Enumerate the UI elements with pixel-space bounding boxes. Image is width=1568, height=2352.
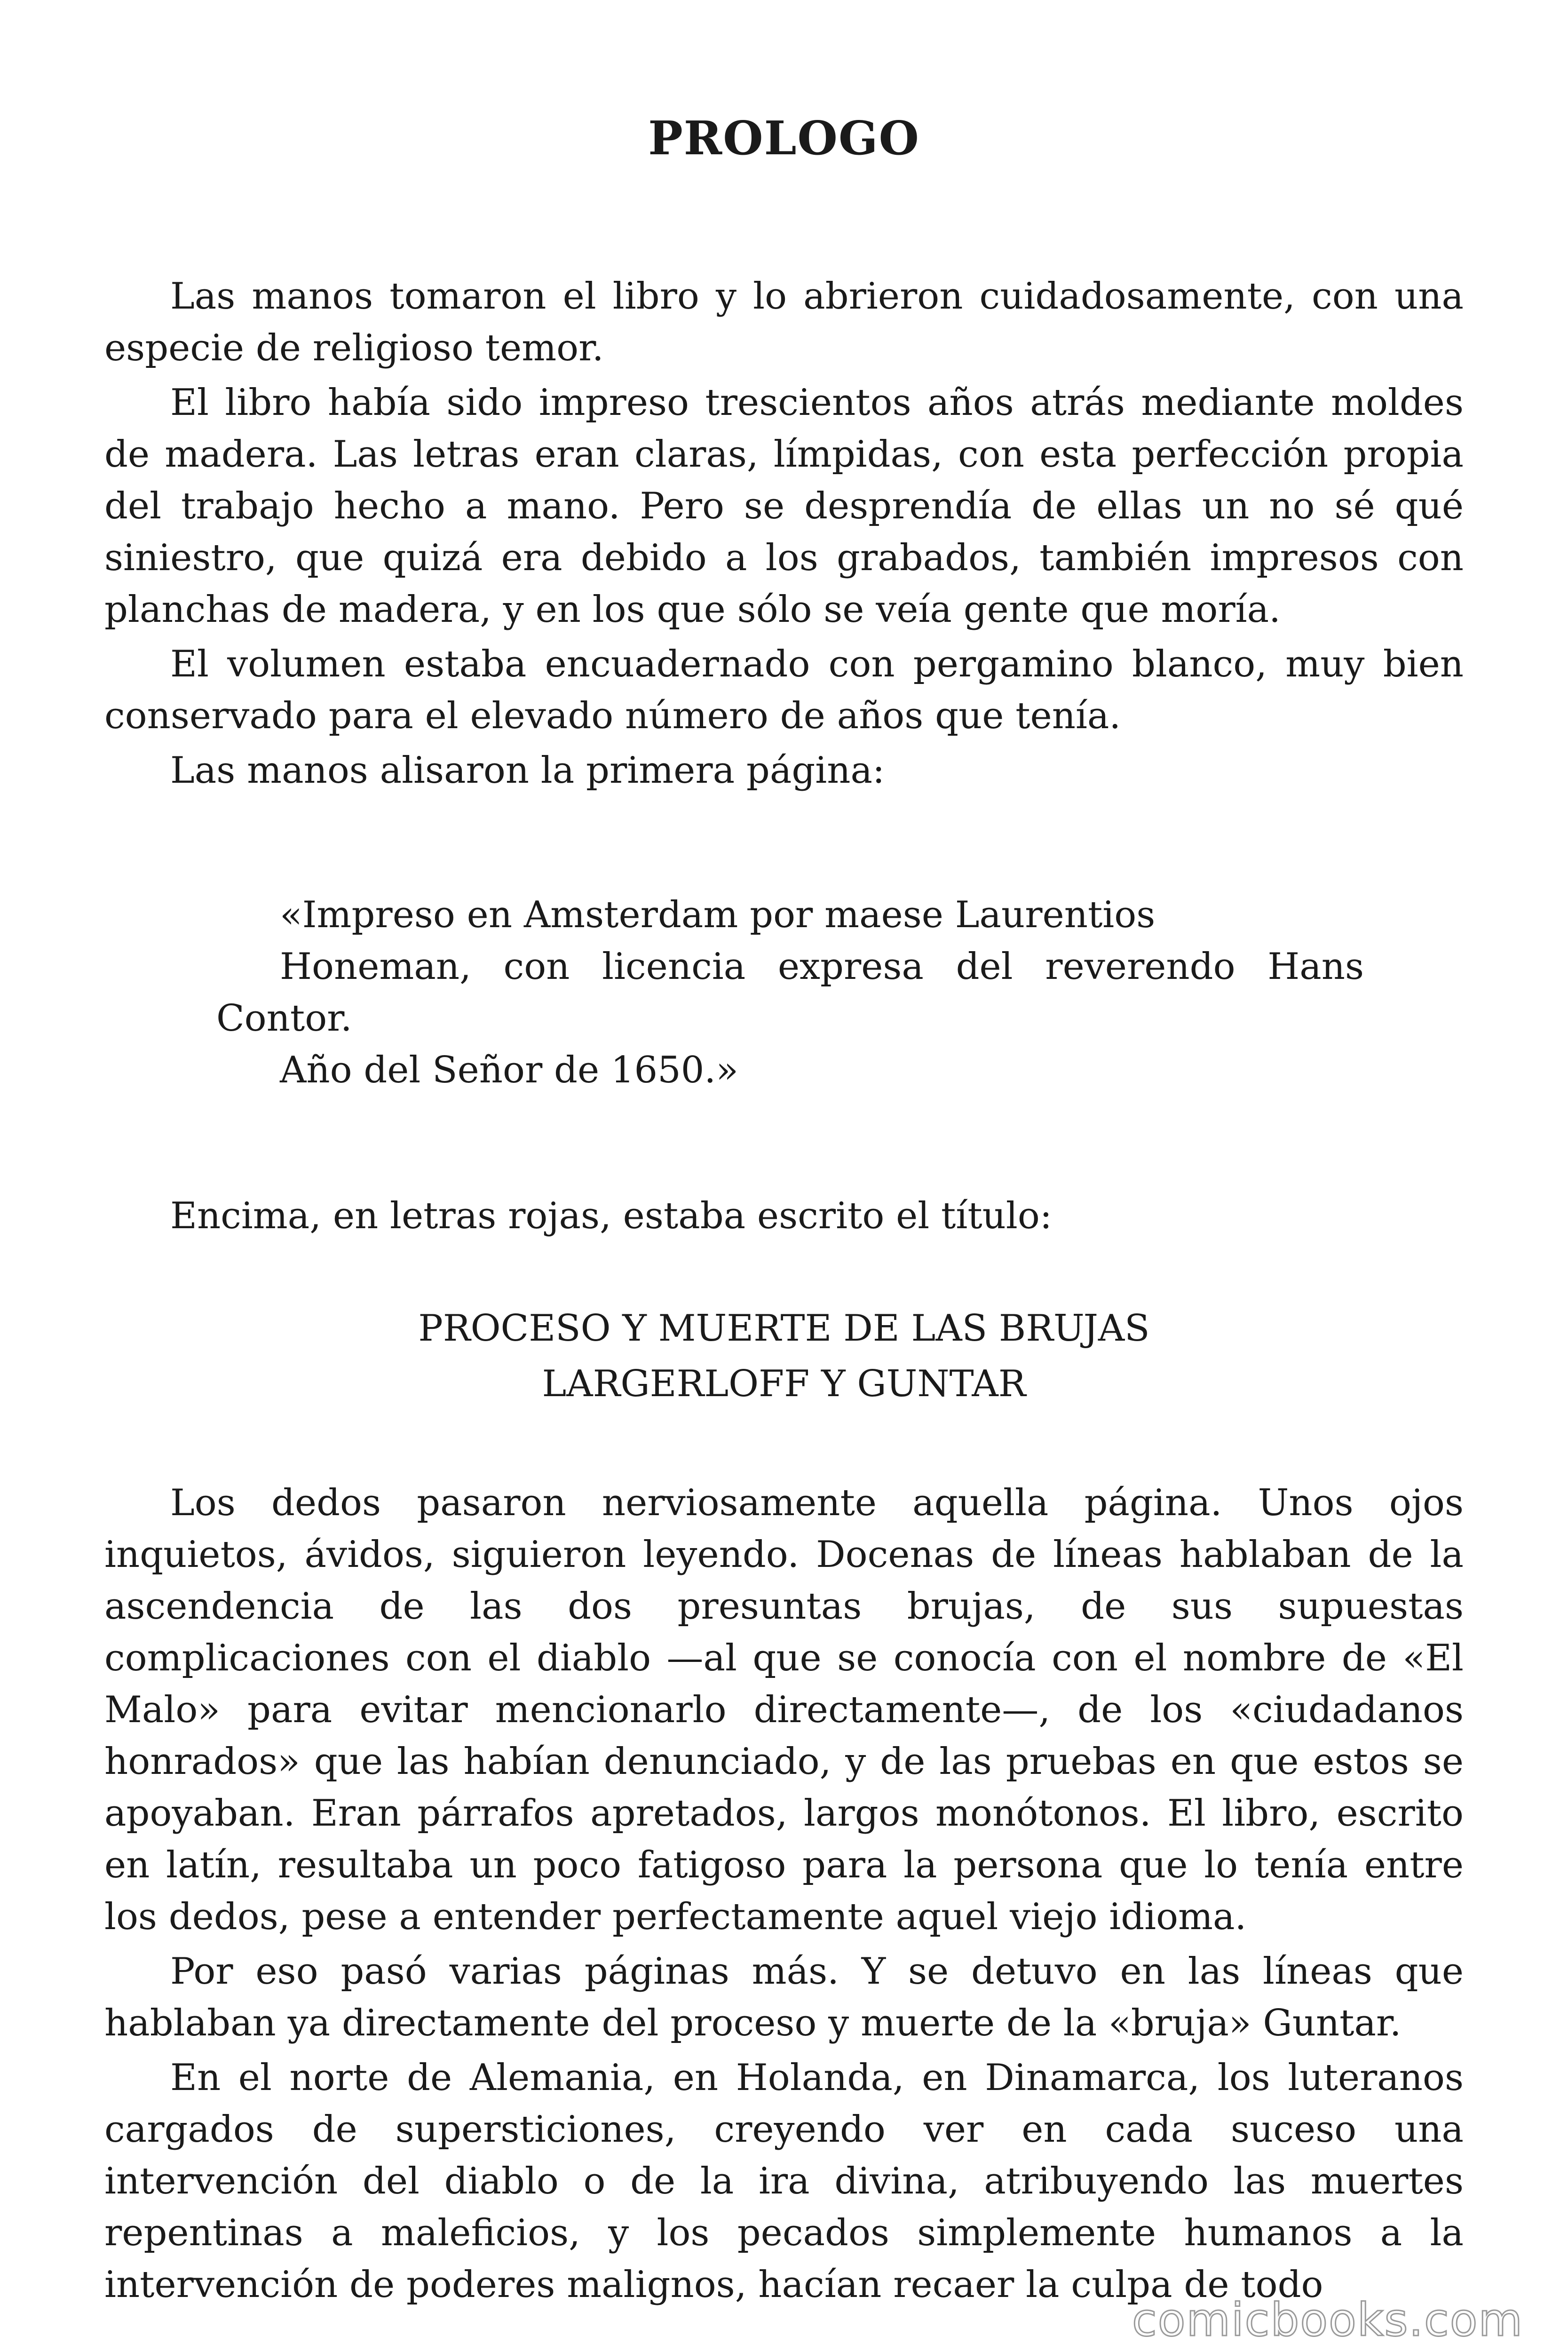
quote-line: Año del Señor de 1650.» — [280, 1049, 738, 1091]
book-title — [0, 1301, 1568, 1412]
chapter-title: PROLOGO — [648, 111, 920, 166]
watermark: comicbooks.com — [1132, 2294, 1523, 2346]
intro-text — [104, 270, 1464, 796]
paragraph: Encima, en letras rojas, estaba escrito el título: — [170, 1195, 1053, 1237]
paragraph: Por eso pasó varias páginas más. Y se detuvo en las líneas que hablaban ya directamente del proceso y muerte de la «bruja» Guntar. — [104, 1950, 1464, 2044]
closing-text — [104, 1477, 1464, 2311]
imprint-quote — [216, 889, 1364, 1096]
pre-title-text — [104, 1190, 1464, 1242]
book-title-line: LARGERLOFF Y GUNTAR — [542, 1363, 1026, 1405]
paragraph: Las manos tomaron el libro y lo abrieron cuidadosamente, con una especie de religioso temor. — [104, 275, 1464, 369]
paragraph: Los dedos pasaron nerviosamente aquella página. Unos ojos inquietos, ávidos, siguieron leyendo. Docenas de líneas hablaban de la ascendencia de las dos presuntas brujas, de sus supuestas complicaciones con el diablo —al que se conocía con el nombre de «El Malo» para evitar mencionarlo directamente—, de los «ciudadanos honrados» que las habían denunciado, y de las pruebas en que estos se apoyaban. Eran párrafos apretados, largos monótonos. El libro, escrito en latín, resultaba un poco fatigoso para la persona que lo tenía entre los dedos, pese a entender perfectamente aquel viejo idioma. — [104, 1482, 1464, 1938]
paragraph: El volumen estaba encuadernado con pergamino blanco, muy bien conservado para el elevado número de años que tenía. — [104, 643, 1464, 737]
quote-line: Honeman, con licencia expresa del reverendo Hans Contor. — [216, 946, 1364, 1040]
book-title-line: PROCESO Y MUERTE DE LAS BRUJAS — [418, 1307, 1150, 1350]
paragraph: Las manos alisaron la primera página: — [170, 749, 885, 792]
paragraph: En el norte de Alemania, en Holanda, en Dinamarca, los luteranos cargados de supersticiones, creyendo ver en cada suceso una intervención del diablo o de la ira divina, atribuyendo las muertes repentinas a maleficios, y los pecados simplemente humanos a la intervención de poderes malignos, hacían recaer la culpa de todo — [104, 2057, 1464, 2306]
paragraph: El libro había sido impreso trescientos años atrás mediante moldes de madera. Las letras eran claras, límpidas, con esta perfección propia del trabajo hecho a mano. Pero se desprendía de ellas un no sé qué siniestro, que quizá era debido a los grabados, también impresos con planchas de madera, y en los que sólo se veía gente que moría. — [104, 381, 1464, 631]
quote-line: «Impreso en Amsterdam por maese Laurentios — [280, 894, 1156, 936]
